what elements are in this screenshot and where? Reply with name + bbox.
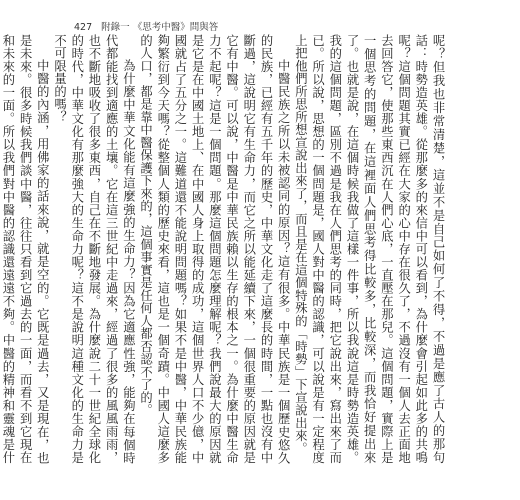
running-header xyxy=(74,19,218,33)
running-title: 附錄一 《思考中醫》問與答 xyxy=(101,22,219,33)
page-number: 427 xyxy=(74,22,93,33)
paragraph: 為什麼中華文化能有這麼強的生命力？因為它適應性強，能夠在每個時代都能找到適應的土壤。它在這三世紀中走過來，經過了很多的風風雨雨，也不斷地吸收了很多東西，自己在不斷地發展。為什麼說二十一世紀全球化的時代，中華文化有那麼強大的生命力呢？這不是說明這種文化的生命力是不可限量的嗎？ xyxy=(52,34,136,464)
paragraph: 中醫民族之所以未被認同的原因？這有很多。中華民族是一個歷史悠久的民族，已經有五千年的歷史，中華文化走了這麼長的時間，一點也沒有中斷過，這說明它有生命力，而它之所以能延續下來，一個很重要的原因就是它有中醫。可以說，中醫是中華民族賴以生存的根本之一。為什麼中醫生命力不起呢？這是一個問題。那麼這個問題怎麼理解呢？我們說最大的原因就是它是在中國土地上、在中國人身上取得的成功，這個世界人口不少億，中國就占了五分之一。這難道還不能說明問題嗎？如果不是中醫，中華民族能夠繁衍到今天嗎？從整個人類的歷史來看，這也是一個奇蹟。中國人這麼多的人口，都是靠中醫保護下來的，這個事實是任何人都否認不了的。 xyxy=(138,34,291,464)
paragraph: 呢？但我也非常清楚，這並不是自己如何了不得，不過是應了古人的那句話：時勢造英雄。從那麼多的來信中可以看到，為什麼會引起如此多的共鳴呢？這個問題其實已經在大家的心中存在很久了，不過沒有一個人去正面地去回答它，使那些東西沉在人們心底，一直壓在那兒。這個問題，實際上是一個思考的問題，在這裡面人們思考得比較多，比較深，而我恰好提出來了。也就是說，在這個時候我做了這樣一件事，所以我說這是時勢造英雄。我的這個問題，區別不過是我在人們思考的同時，把它說出來，寫出來了而已。所以說，思想的一個問題是，國人對中醫的認識，可以說是有一定程度上把他們所思所想宣說出來了，而且是在這個特殊的「時勢」下宣說出來。 xyxy=(293,34,445,464)
paragraph: 中醫的內涵，用佛家的話來說，就是空的。它既是過去，又是現在，也是未來。很多時候我們談中醫，往往只看到它過去的一面，而看不到它現在和未來的一面。所以我們對中醫的認識還遠遠不夠。中醫的精神和靈魂是什 xyxy=(0,34,50,464)
vertical-body-text xyxy=(0,34,446,464)
